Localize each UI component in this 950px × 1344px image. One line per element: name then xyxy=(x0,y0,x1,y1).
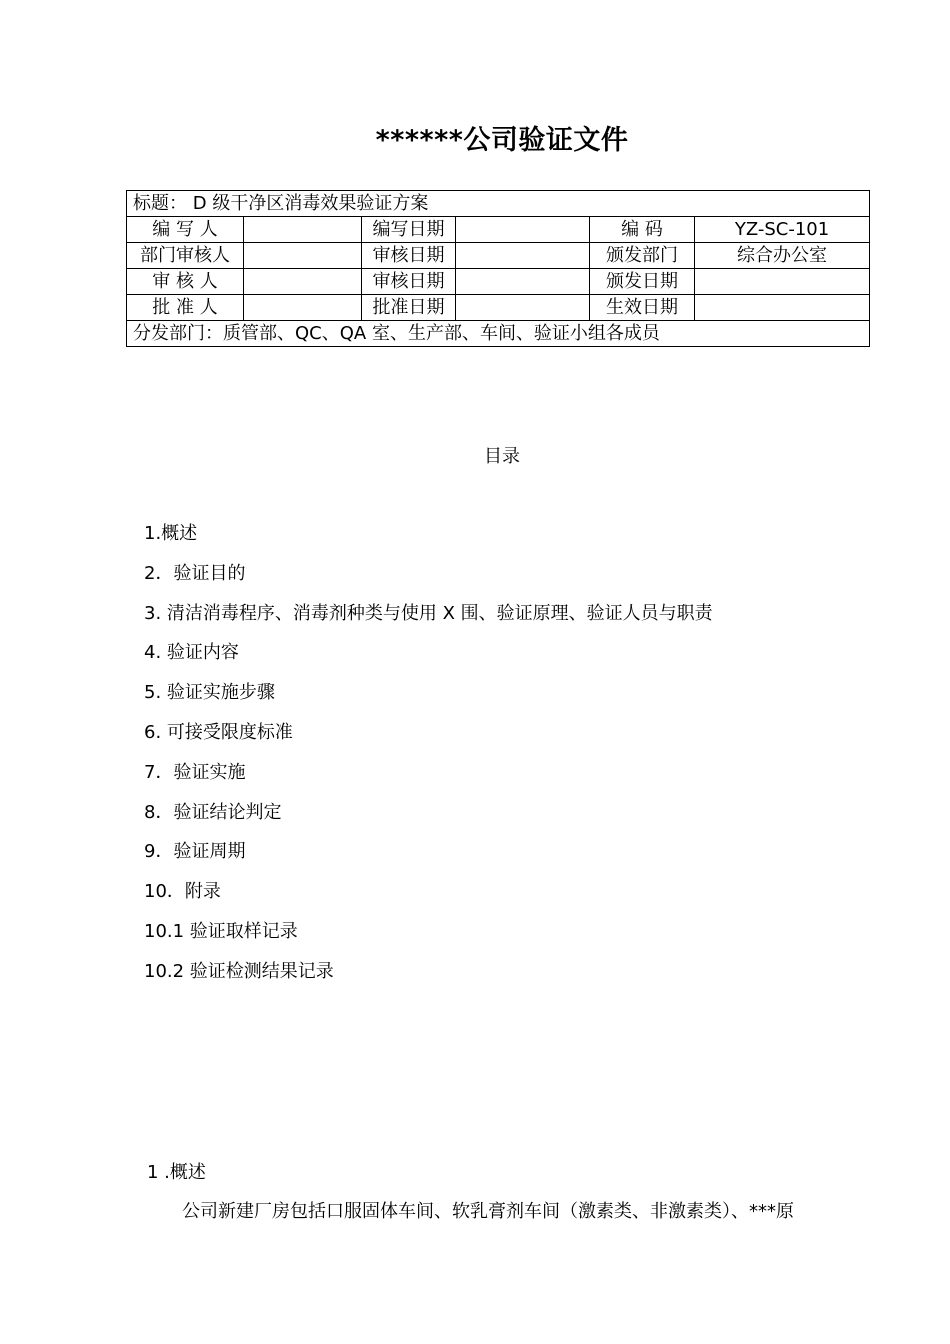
toc-item: 6. 可接受限度标准 xyxy=(144,721,293,743)
toc-item: 1.概述 xyxy=(144,523,198,544)
toc-item: 3. 清洁消毒程序、消毒剂种类与使用 X 围、验证原理、验证人员与职责 xyxy=(144,602,713,624)
row-value xyxy=(456,217,590,243)
row-label: 审核日期 xyxy=(362,269,456,295)
row-label: 颁发部门 xyxy=(590,243,695,269)
document-code: YZ-SC-101 xyxy=(695,217,870,243)
toc-item: 7．验证实施 xyxy=(144,761,246,783)
table-of-contents xyxy=(144,522,713,1000)
row-value xyxy=(244,243,362,269)
toc-title: 目录 xyxy=(484,446,520,467)
table-row-distribution xyxy=(127,321,870,347)
toc-item: 10.2 验证检测结果记录 xyxy=(144,960,334,982)
row-value xyxy=(695,295,870,321)
table-row xyxy=(127,295,870,321)
row-label: 颁发日期 xyxy=(590,269,695,295)
row-label: 编写日期 xyxy=(362,217,456,243)
row-label: 批准日期 xyxy=(362,295,456,321)
section-paragraph: 公司新建厂房包括口服固体车间、软乳膏剂车间（激素类、非激素类）、***原 xyxy=(182,1201,794,1222)
document-title: ******公司验证文件 xyxy=(375,125,629,156)
title-label: 标题： xyxy=(133,193,187,214)
row-label: 生效日期 xyxy=(590,295,695,321)
title-value: D 级干净区消毒效果验证方案 xyxy=(192,193,429,214)
document-info-table xyxy=(126,190,870,347)
row-label: 编 写 人 xyxy=(127,217,244,243)
table-row xyxy=(127,243,870,269)
row-label: 审核日期 xyxy=(362,243,456,269)
row-label: 部门审核人 xyxy=(127,243,244,269)
section-heading: 1 .概述 xyxy=(147,1162,206,1183)
row-value xyxy=(695,269,870,295)
row-value xyxy=(244,295,362,321)
toc-item: 8．验证结论判定 xyxy=(144,801,282,823)
toc-item: 10．附录 xyxy=(144,881,221,903)
distribution-cell: 分发部门：质管部、QC、QA 室、生产部、车间、验证小组各成员 xyxy=(127,321,870,347)
toc-item: 2．验证目的 xyxy=(144,562,246,584)
toc-item: 9．验证周期 xyxy=(144,841,246,863)
row-value xyxy=(456,243,590,269)
row-label: 编 码 xyxy=(590,217,695,243)
row-label: 审 核 人 xyxy=(127,269,244,295)
toc-item: 5. 验证实施步骤 xyxy=(144,682,275,704)
table-row-title xyxy=(127,191,870,217)
issuing-department: 综合办公室 xyxy=(695,243,870,269)
title-cell xyxy=(127,191,870,217)
table-row xyxy=(127,269,870,295)
row-value xyxy=(244,217,362,243)
toc-item: 10.1 验证取样记录 xyxy=(144,920,298,942)
row-value xyxy=(456,295,590,321)
table-row xyxy=(127,217,870,243)
row-value xyxy=(244,269,362,295)
row-label: 批 准 人 xyxy=(127,295,244,321)
row-value xyxy=(456,269,590,295)
toc-item: 4. 验证内容 xyxy=(144,642,239,664)
